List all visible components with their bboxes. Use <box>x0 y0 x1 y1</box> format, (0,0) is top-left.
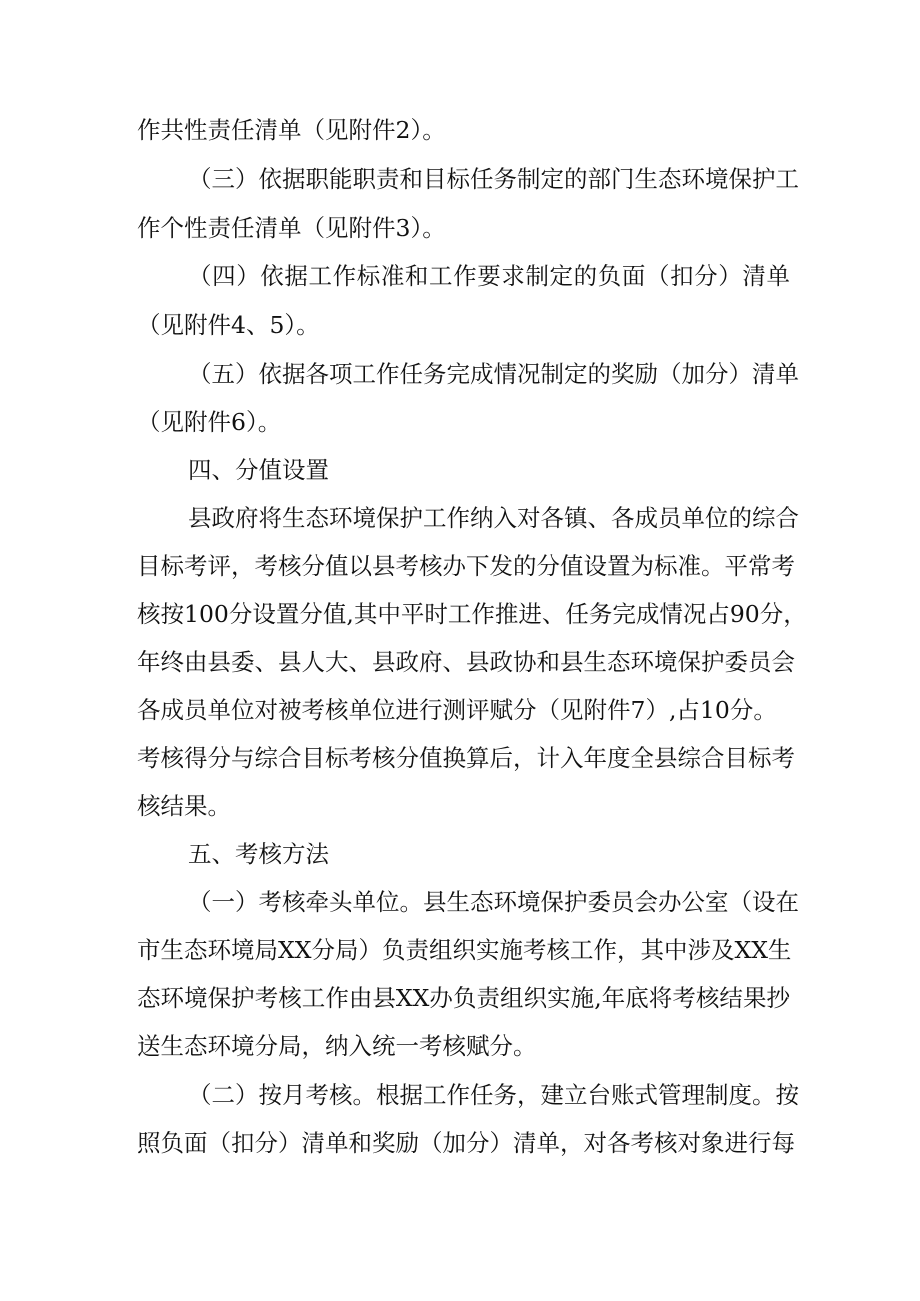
line-text: （四）依据工作标准和工作要求制定的负面（扣分）清单 <box>188 262 790 290</box>
line-text: （一）考核牵头单位。县生态环境保护委员会办公室（设在 <box>188 888 799 916</box>
text-line <box>0 398 920 446</box>
line-text: 年终由县委、县人大、县政府、县政协和县生态环境保护委员会 <box>137 648 795 676</box>
line-text: 作个性责任清单（见附件3）。 <box>137 214 446 242</box>
text-line <box>0 301 920 349</box>
line-text: （见附件4、5）。 <box>137 311 320 339</box>
line-text: （五）依据各项工作任务完成情况制定的奖励（加分）清单 <box>188 360 799 388</box>
line-text: 作共性责任清单（见附件2）。 <box>137 116 446 144</box>
line-text: 态环境保护考核工作由县XX办负责组织实施,年底将考核结果抄 <box>137 984 790 1012</box>
text-line <box>0 542 920 590</box>
text-line <box>0 350 920 398</box>
heading-text: 四、分值设置 <box>188 456 329 484</box>
line-text: （见附件6）。 <box>137 408 282 436</box>
text-line <box>0 974 920 1022</box>
text-line <box>0 252 920 300</box>
line-text: 考核得分与综合目标考核分值换算后，计入年度全县综合目标考 <box>137 744 795 772</box>
line-text: （二）按月考核。根据工作任务，建立台账式管理制度。按 <box>188 1081 799 1109</box>
line-text: 市生态环境局XX分局）负责组织实施考核工作，其中涉及XX生 <box>137 936 792 964</box>
heading-text: 五、考核方法 <box>188 840 329 868</box>
text-line <box>0 926 920 974</box>
text-line <box>0 1071 920 1119</box>
line-text: 核结果。 <box>137 792 231 820</box>
line-text: 照负面（扣分）清单和奖励（加分）清单，对各考核对象进行每 <box>137 1129 795 1157</box>
text-line <box>0 1022 920 1070</box>
line-text: 核按100分设置分值,其中平时工作推进、任务完成情况占90分， <box>137 600 807 628</box>
text-line <box>0 590 920 638</box>
line-text: （三）依据职能职责和目标任务制定的部门生态环境保护工 <box>188 165 799 193</box>
text-line <box>0 734 920 782</box>
section-heading <box>0 830 920 878</box>
text-line <box>0 686 920 734</box>
text-line <box>0 1119 920 1167</box>
text-line <box>0 106 920 154</box>
line-text: 目标考评，考核分值以县考核办下发的分值设置为标准。平常考 <box>137 552 795 580</box>
text-line <box>0 155 920 203</box>
line-text: 送生态环境分局，纳入统一考核赋分。 <box>137 1032 537 1060</box>
text-line <box>0 204 920 252</box>
section-heading <box>0 446 920 494</box>
text-line <box>0 638 920 686</box>
line-text: 各成员单位对被考核单位进行测评赋分（见附件7）,占10分。 <box>137 696 777 724</box>
text-line <box>0 494 920 542</box>
text-line <box>0 878 920 926</box>
line-text: 县政府将生态环境保护工作纳入对各镇、各成员单位的综合 <box>188 504 799 532</box>
text-line <box>0 782 920 830</box>
